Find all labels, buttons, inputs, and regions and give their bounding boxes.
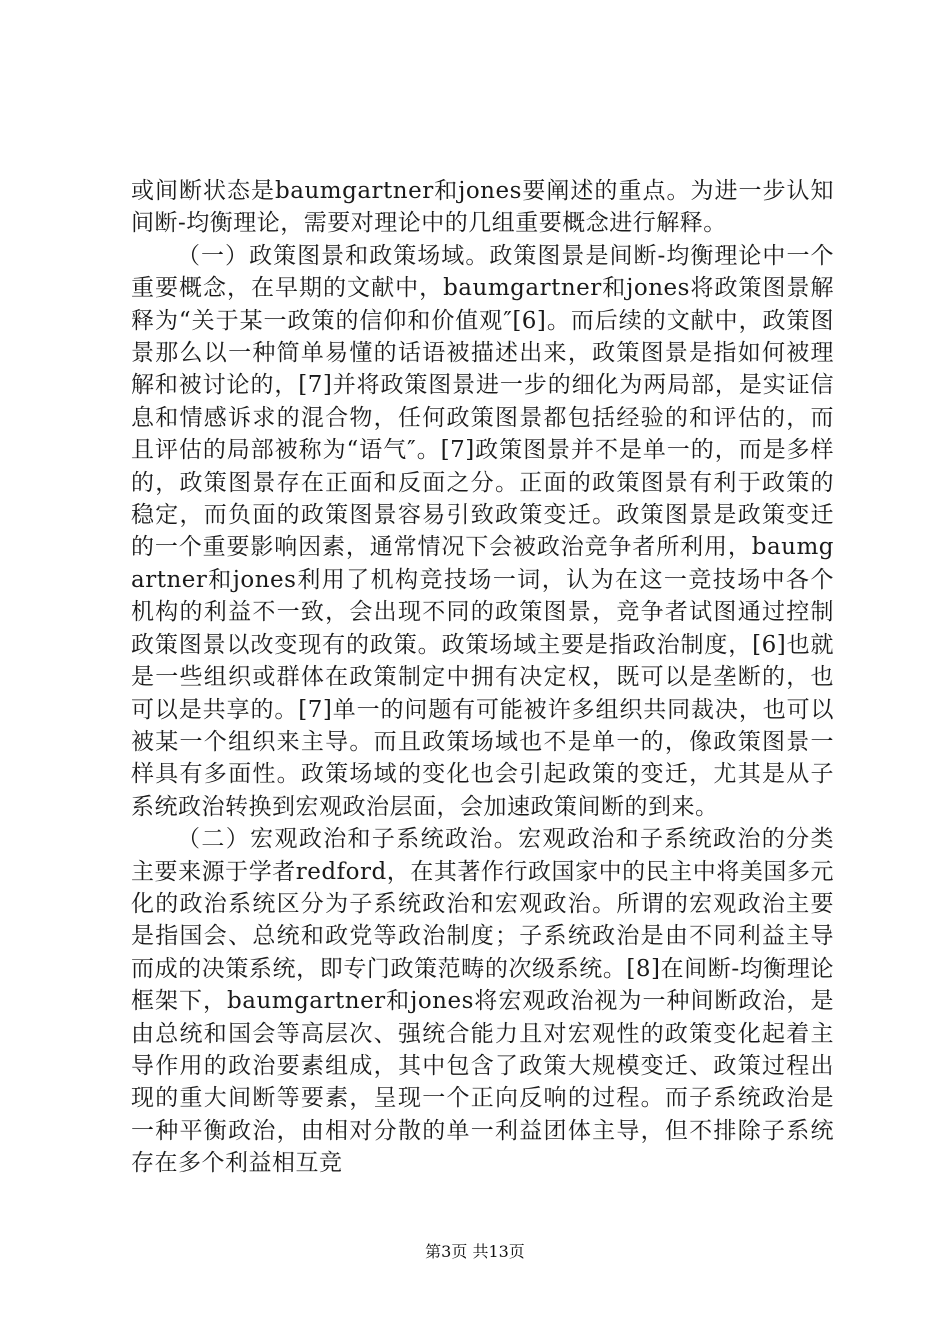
page-footer xyxy=(0,1242,950,1262)
paragraph-macro-politics: （二）宏观政治和子系统政治。宏观政治和子系统政治的分类主要来源于学者redford，在其著作行政国家中的民主中将美国多元化的政治系统区分为子系统政治和宏观政治。所谓的宏观政治主要是指国会、总统和政党等政治制度；子系统政治是由不同利益主导而成的决策系统，即专门政策范畴的次级系统。[8]在间断-均衡理论框架下，baumgartner和jones将宏观政治视为一种间断政治，是由总统和国会等高层次、强统合能力且对宏观性的政策变化起着主导作用的政治要素组成，其中包含了政策大规模变迁、政策过程出现的重大间断等要素，呈现一个正向反响的过程。而子系统政治是一种平衡政治，由相对分散的单一利益团体主导，但不排除子系统存在多个利益相互竞 xyxy=(131,826,834,1177)
paragraph-policy-image: （一）政策图景和政策场域。政策图景是间断-均衡理论中一个重要概念，在早期的文献中，baumgartner和jones将政策图景解释为“关于某一政策的信仰和价值观″[6]。而后续的文献中，政策图景那么以一种简单易懂的话语被描述出来，政策图景是指如何被理解和被讨论的，[7]并将政策图景进一步的细化为两局部，是实证信息和情感诉求的混合物，任何政策图景都包括经验的和评估的，而且评估的局部被称为“语气″。[7]政策图景并不是单一的，而是多样的，政策图景存在正面和反面之分。正面的政策图景有利于政策的稳定，而负面的政策图景容易引致政策变迁。政策图景是政策变迁的一个重要影响因素，通常情况下会被政治竞争者所利用，baumgartner和jones利用了机构竞技场一词，认为在这一竞技场中各个机构的利益不一致，会出现不同的政策图景，竞争者试图通过控制政策图景以改变现有的政策。政策场域主要是指政治制度，[6]也就是一些组织或群体在政策制定中拥有决定权，既可以是垄断的，也可以是共享的。[7]单一的问题有可能被许多组织共同裁决，也可以被某一个组织来主导。而且政策场域也不是单一的，像政策图景一样具有多面性。政策场域的变化也会引起政策的变迁，尤其是从子系统政治转换到宏观政治层面，会加速政策间断的到来。 xyxy=(131,242,834,820)
paragraph-continuation: 或间断状态是baumgartner和jones要阐述的重点。为进一步认知间断-均衡理论，需要对理论中的几组重要概念进行解释。 xyxy=(131,178,834,237)
document-body xyxy=(131,175,834,1180)
page-number: 第3页 共13页 xyxy=(425,1242,525,1261)
